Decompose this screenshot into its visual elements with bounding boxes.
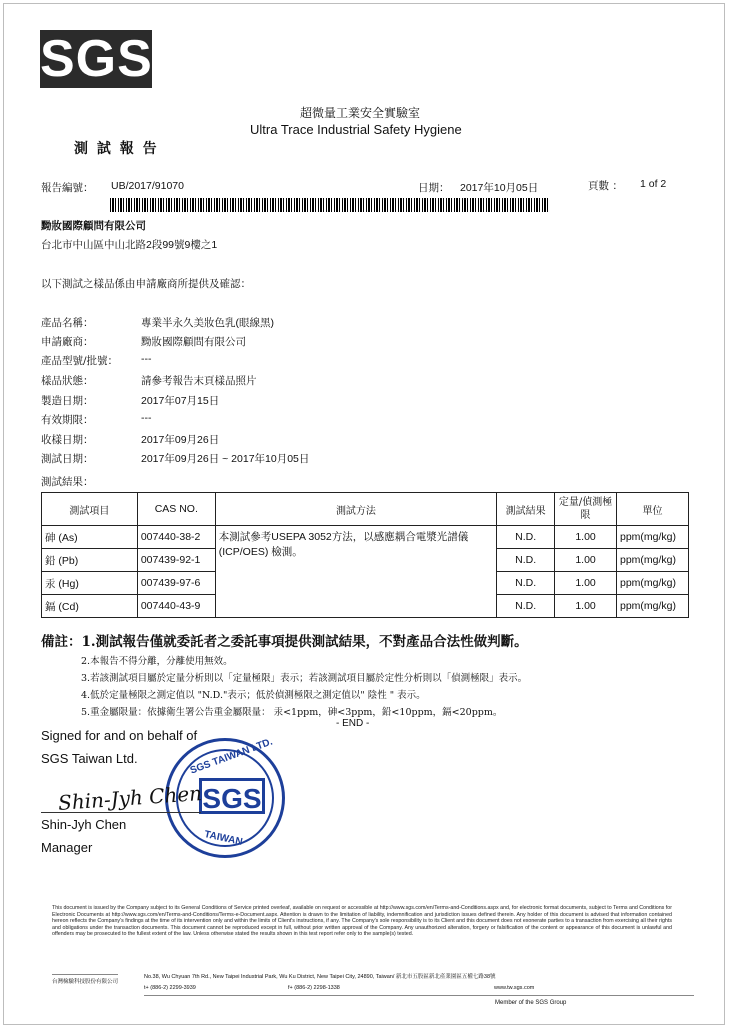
- note-1: 備註：1.測試報告僅就委託者之委託事項提供測試結果，不對產品合法性做判斷。: [41, 634, 528, 650]
- header-limit: 定量/偵測極限: [555, 493, 617, 526]
- client-address: 台北市中山區中山北路2段99號9樓之1: [41, 239, 218, 251]
- header-method: 測試方法: [215, 493, 496, 526]
- sample-value: 請參考報告末頁樣品照片: [141, 375, 257, 387]
- signer-title: Manager: [41, 840, 93, 855]
- footer-disclaimer: This document is issued by the Company subject to its General Conditions of Service printed overleaf, available on request or accessible at http://www.sgs.com/en/Terms-and-Conditions.aspx and, for electronic format documents, subject to Terms and Conditions for Electronic Documents at http://www.sgs.com/en/Terms-and-Conditions/Terms-e-Document.aspx. Attention is drawn to the limitation of liability, indemnification and jurisdiction issues defined therein. Any holder of this document is advised that information contained hereon reflects the Company's findings at the time of its intervention only and within the limits of Client's instructions, if any. The Company's sole responsibility is to its Client and this document does not exonerate parties to a transaction from exercising all their rights and obligations under the transaction documents. This document cannot be reproduced except in full, without prior written approval of the Company. Any unauthorized alteration, forgery or falsification of the content or appearance of this document is unlawful and offenders may be prosecuted to the fullest extent of the law. Unless otherwise stated the results shown in this test report refer only to the sample(s) tested.: [52, 905, 672, 938]
- footer-rule: [144, 995, 694, 996]
- sample-label: 樣品狀態：: [41, 375, 94, 387]
- sgs-company-name: SGS Taiwan Ltd.: [41, 751, 138, 766]
- cell-result: N.D.: [497, 595, 555, 618]
- sample-label: 製造日期：: [41, 395, 94, 407]
- footer-divider: [52, 974, 118, 975]
- sgs-logo: SGS: [40, 30, 153, 88]
- note-2: 2.本報告不得分離，分離使用無效。: [81, 656, 233, 667]
- note-3: 3.若該測試項目屬於定量分析則以「定量極限」表示；若該測試項目屬於定性分析則以「偵測極限」表示。: [81, 673, 528, 684]
- footer-address: No.38, Wu Chyuan 7th Rd., New Taipei Industrial Park, Wu Ku District, New Taipei City, 24890, Taiwan/ 新北市五股區新北產業園區五權七路38號: [144, 974, 496, 980]
- footer-member: Member of the SGS Group: [495, 1000, 567, 1006]
- date-label: 日期：: [418, 182, 450, 194]
- cell-unit: ppm(mg/kg): [616, 572, 688, 595]
- page-value: 1 of 2: [640, 178, 667, 190]
- date-value: 2017年10月05日: [460, 182, 539, 194]
- cell-result: N.D.: [497, 549, 555, 572]
- cell-result: N.D.: [497, 526, 555, 549]
- sample-label: 產品型號/批號：: [41, 355, 119, 367]
- signer-name: Shin-Jyh Chen: [41, 817, 127, 832]
- sample-value: 2017年09月26日: [141, 434, 220, 446]
- handwritten-signature: Shin-Jyh Chen: [57, 781, 203, 815]
- sample-value: 專業半永久美妝色乳(眼線黑): [141, 317, 274, 329]
- sample-value: ---: [141, 353, 152, 365]
- sample-label: 產品名稱：: [41, 317, 94, 329]
- table-header-row: [42, 493, 689, 526]
- cell-cas: 007439-97-6: [137, 572, 215, 595]
- lab-name-cn: 超微量工業安全實驗室: [300, 106, 421, 120]
- sample-label: 申請廠商：: [41, 336, 94, 348]
- cell-limit: 1.00: [555, 572, 617, 595]
- client-name: 黝妝國際顧問有限公司: [41, 220, 146, 232]
- report-no-value: UB/2017/91070: [111, 180, 184, 192]
- results-label: 測試結果：: [41, 476, 94, 488]
- sample-label: 收樣日期：: [41, 434, 94, 446]
- sample-label: 測試日期：: [41, 453, 94, 465]
- cell-unit: ppm(mg/kg): [616, 595, 688, 618]
- footer-fax: f+ (886-2) 2298-1338: [288, 985, 340, 991]
- cell-unit: ppm(mg/kg): [616, 549, 688, 572]
- cell-unit: ppm(mg/kg): [616, 526, 688, 549]
- cell-method: 本測試參考USEPA 3052方法，以感應耦合電漿光譜儀(ICP/OES) 檢測。: [215, 526, 496, 618]
- note-5: 5.重金屬限量：依據衛生署公告重金屬限量： 汞<1ppm，砷<3ppm，鉛<10ppm，鎘<20ppm。: [81, 707, 503, 718]
- report-no-label: 報告編號：: [41, 182, 94, 194]
- header-unit: 單位: [616, 493, 688, 526]
- header-result: 測試結果: [497, 493, 555, 526]
- footer-website: www.tw.sgs.com: [494, 985, 535, 991]
- note-4: 4.低於定量極限之測定值以 "N.D."表示；低於偵測極限之測定值以" 陰性 " 表示。: [81, 690, 426, 701]
- cell-cas: 007439-92-1: [137, 549, 215, 572]
- signature-line: [41, 812, 201, 813]
- sample-value: 2017年09月26日 ~ 2017年10月05日: [141, 453, 310, 465]
- cell-cas: 007440-43-9: [137, 595, 215, 618]
- signed-for-text: Signed for and on behalf of: [41, 728, 198, 743]
- cell-item: 鎘 (Cd): [42, 595, 138, 618]
- results-table: [41, 492, 689, 618]
- cell-cas: 007440-38-2: [137, 526, 215, 549]
- lab-name-en: Ultra Trace Industrial Safety Hygiene: [250, 122, 462, 137]
- sample-value: 2017年07月15日: [141, 395, 220, 407]
- cell-item: 砷 (As): [42, 526, 138, 549]
- cell-result: N.D.: [497, 572, 555, 595]
- intro-text: 以下測試之樣品係由申請廠商所提供及確認：: [41, 278, 251, 290]
- cell-limit: 1.00: [555, 549, 617, 572]
- stamp-bottom-text: TAIWAN: [203, 829, 244, 848]
- header-cas-no: CAS NO.: [137, 493, 215, 526]
- stamp-logo: SGS: [199, 778, 265, 814]
- cell-item: 汞 (Hg): [42, 572, 138, 595]
- table-row: [42, 526, 689, 549]
- document-title: 測 試 報 告: [74, 141, 159, 157]
- footer-tel: t+ (886-2) 2299-3939: [144, 985, 196, 991]
- cell-limit: 1.00: [555, 526, 617, 549]
- end-marker: - END -: [336, 718, 370, 729]
- sample-label: 有效期限：: [41, 414, 94, 426]
- stamp-top-text: SGS TAIWAN LTD.: [188, 736, 275, 777]
- header-test-item: 測試項目: [42, 493, 138, 526]
- page-label: 頁數 ：: [588, 180, 623, 192]
- sample-value: ---: [141, 412, 152, 424]
- cell-limit: 1.00: [555, 595, 617, 618]
- sample-value: 黝妝國際顧問有限公司: [141, 336, 246, 348]
- cell-item: 鉛 (Pb): [42, 549, 138, 572]
- footer-company-cn: 台灣檢驗科技股份有限公司: [52, 979, 119, 985]
- barcode: [110, 198, 550, 212]
